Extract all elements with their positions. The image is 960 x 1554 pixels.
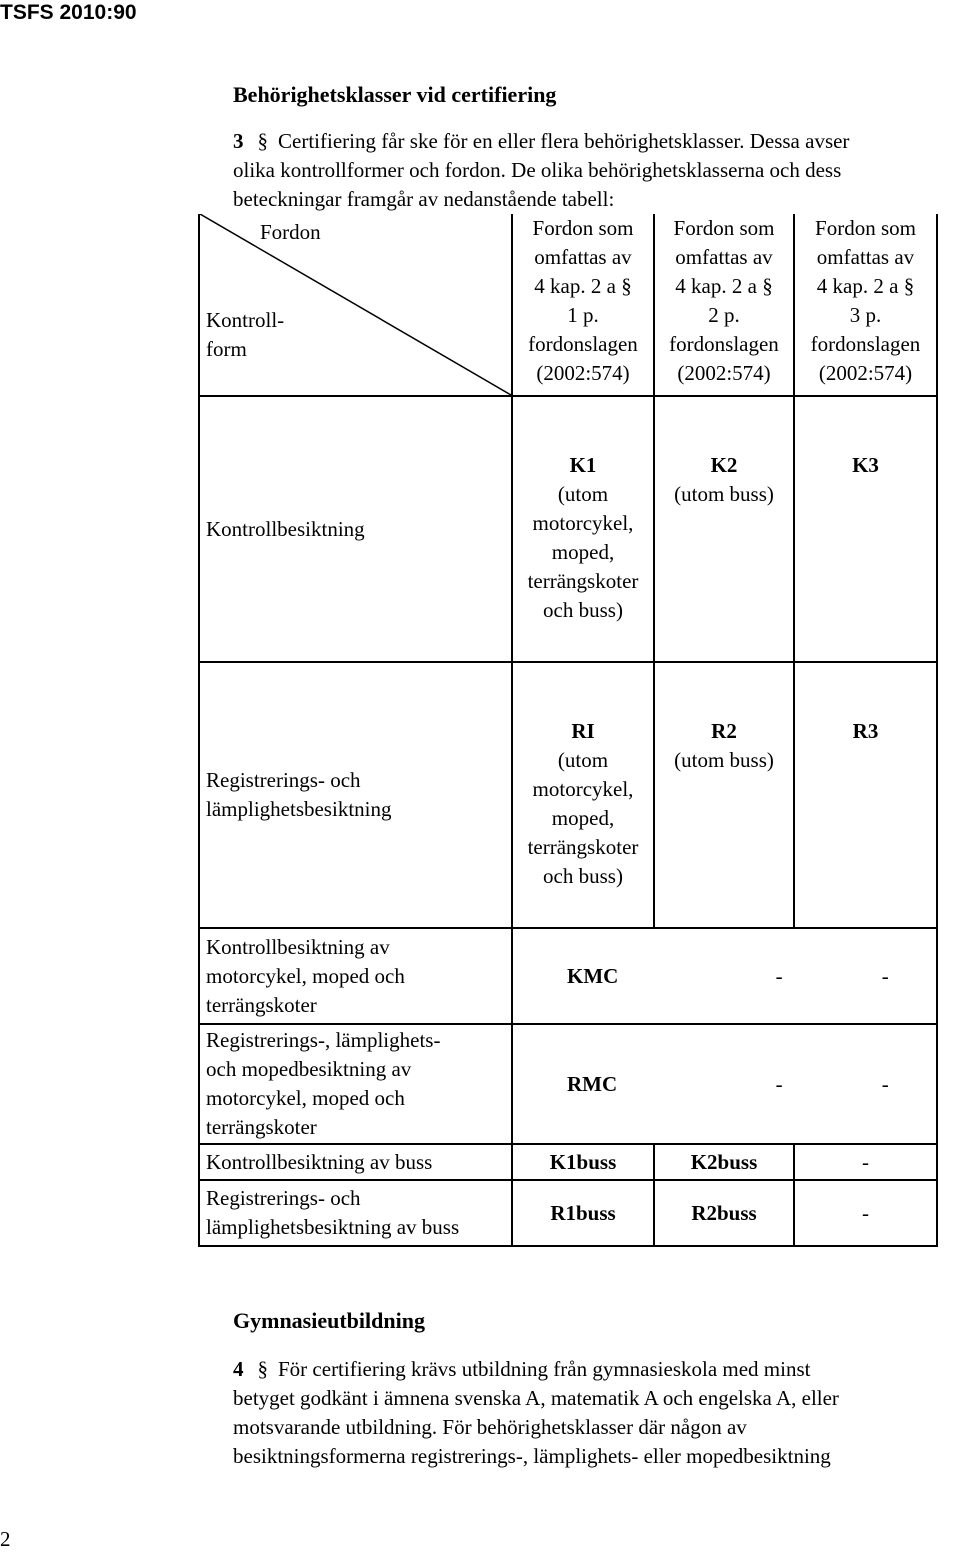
class-cell-k3 [794, 396, 937, 662]
class-cell-k1buss: K1buss [512, 1144, 654, 1180]
section-sign: § [257, 129, 268, 153]
class-note: och buss) [543, 864, 623, 888]
paragraph-line: olika kontrollformer och fordon. De olika behörighetsklasserna och dess [233, 158, 842, 182]
label-line: lämplighetsbesiktning av buss [206, 1215, 460, 1239]
header-line: Fordon som [532, 216, 634, 240]
class-cell-r3buss: - [794, 1180, 937, 1246]
header-line: (2002:574) [677, 361, 771, 385]
corner-label-line: form [206, 337, 247, 361]
header-line: (2002:574) [536, 361, 630, 385]
header-line: fordonslagen [810, 332, 921, 356]
row-label-rmc [199, 1024, 512, 1144]
section-heading-behorighetsklasser: Behörighetsklasser vid certifiering [233, 82, 557, 107]
class-code: K3 [852, 453, 879, 477]
paragraph-line [233, 127, 955, 156]
class-note: motorcykel, [532, 511, 634, 535]
column-header-1p [512, 214, 654, 396]
class-code: RMC [567, 1071, 618, 1096]
class-code: R2 [711, 719, 737, 743]
class-dash: - [881, 1071, 889, 1096]
section-sign: § [257, 1357, 268, 1381]
section-heading-gymnasieutbildning: Gymnasieutbildning [233, 1308, 425, 1333]
class-note: (utom [557, 748, 609, 772]
label-line: Kontrollbesiktning av [206, 934, 390, 959]
behorighetsklasser-table [198, 214, 938, 1247]
row-label-registrering [199, 662, 512, 928]
class-note: (utom buss) [674, 748, 774, 772]
class-note: terrängskoter [527, 569, 639, 593]
class-note: terrängskoter [527, 835, 639, 859]
table-row-kontrollbesiktning [199, 396, 937, 662]
class-cell-k2 [654, 396, 794, 662]
class-cell-k1 [512, 396, 654, 662]
class-cell-r1buss: R1buss [512, 1180, 654, 1246]
class-dash: - [775, 1071, 783, 1096]
column-header-3p [794, 214, 937, 396]
header-line: omfattas av [534, 245, 632, 269]
class-dash: - [881, 963, 889, 988]
label-line: motorcykel, moped och [206, 963, 405, 988]
class-cell-k3buss: - [794, 1144, 937, 1180]
table-row-registrering [199, 662, 937, 928]
class-cell-r2 [654, 662, 794, 928]
row-label-kbuss: Kontrollbesiktning av buss [199, 1144, 512, 1180]
paragraph-line [233, 1355, 955, 1384]
class-note: moped, [551, 540, 615, 564]
table-row-kmc [199, 928, 937, 1024]
class-cell-r1 [512, 662, 654, 928]
label-line: Registrerings-, lämplighets- [206, 1028, 441, 1052]
class-note: (utom buss) [674, 482, 774, 506]
class-code: K1 [569, 453, 597, 477]
paragraph-4 [233, 1355, 955, 1471]
header-line: (2002:574) [818, 361, 913, 385]
paragraph-line: beteckningar framgår av nedanstående tabell: [233, 187, 615, 211]
header-line: 4 kap. 2 a § [534, 274, 632, 298]
header-line: fordonslagen [528, 332, 638, 356]
label-line: lämplighetsbesiktning [206, 797, 392, 821]
table-row-rbuss [199, 1180, 937, 1246]
row-label-rbuss [199, 1180, 512, 1246]
class-cell-kmc [512, 928, 937, 1024]
paragraph-3 [233, 127, 955, 214]
column-header-2p [654, 214, 794, 396]
header-line: Fordon som [673, 216, 775, 240]
corner-cell [199, 214, 512, 396]
class-code: RI [571, 719, 595, 743]
label-line: terrängskoter [206, 992, 317, 1017]
paragraph-text: För certifiering krävs utbildning från gymnasieskola med minst [278, 1357, 811, 1381]
class-code: K2 [710, 453, 738, 477]
class-note: motorcykel, [532, 777, 634, 801]
class-cell-r2buss: R2buss [654, 1180, 794, 1246]
header-line: 1 p. [567, 303, 599, 327]
header-line: omfattas av [675, 245, 773, 269]
table-row-kbuss [199, 1144, 937, 1180]
header-line: 3 p. [849, 303, 882, 327]
label-line: terrängskoter [206, 1115, 317, 1139]
header-line: fordonslagen [669, 332, 779, 356]
corner-fordon-label: Fordon [260, 220, 321, 244]
corner-label-line: Kontroll- [206, 308, 285, 332]
paragraph-line: betyget godkänt i ämnena svenska A, matematik A och engelska A, eller [233, 1386, 839, 1410]
row-label-kmc [199, 928, 512, 1024]
header-line: omfattas av [816, 245, 915, 269]
paragraph-line: motsvarande utbildning. För behörighetsklasser där någon av [233, 1415, 747, 1439]
running-head: TSFS 2010:90 [0, 1, 137, 24]
paragraph-text: Certifiering får ske för en eller flera behörighetsklasser. Dessa avser [278, 129, 850, 153]
label-line: motorcykel, moped och [206, 1086, 405, 1110]
label-line: Registrerings- och [206, 1186, 361, 1210]
corner-kontrollform-label [206, 306, 284, 364]
table-row-rmc [199, 1024, 937, 1144]
label-line: Registrerings- och [206, 768, 361, 792]
class-note: och buss) [543, 598, 623, 622]
paragraph-number: 3 [233, 129, 244, 153]
page-number: 2 [0, 1527, 11, 1551]
class-cell-k2buss: K2buss [654, 1144, 794, 1180]
table-header-row [199, 214, 937, 396]
class-code: R3 [852, 719, 879, 743]
diagonal-line [200, 214, 511, 395]
combo-classes [513, 962, 936, 991]
paragraph-line: besiktningsformerna registrerings-, lämplighets- eller mopedbesiktning [233, 1444, 831, 1468]
header-line: Fordon som [815, 216, 916, 240]
paragraph-number: 4 [233, 1357, 244, 1381]
class-code: KMC [567, 963, 619, 988]
header-line: 4 kap. 2 a § [675, 274, 773, 298]
class-dash: - [775, 963, 783, 988]
class-cell-r3 [794, 662, 937, 928]
row-label-kontrollbesiktning: Kontrollbesiktning [199, 396, 512, 662]
class-note: moped, [551, 806, 615, 830]
header-line: 2 p. [708, 303, 740, 327]
label-line: och mopedbesiktning av [206, 1057, 412, 1081]
class-cell-rmc [512, 1024, 937, 1144]
combo-classes [513, 1070, 936, 1099]
class-note: (utom [557, 482, 609, 506]
header-line: 4 kap. 2 a § [816, 274, 915, 298]
